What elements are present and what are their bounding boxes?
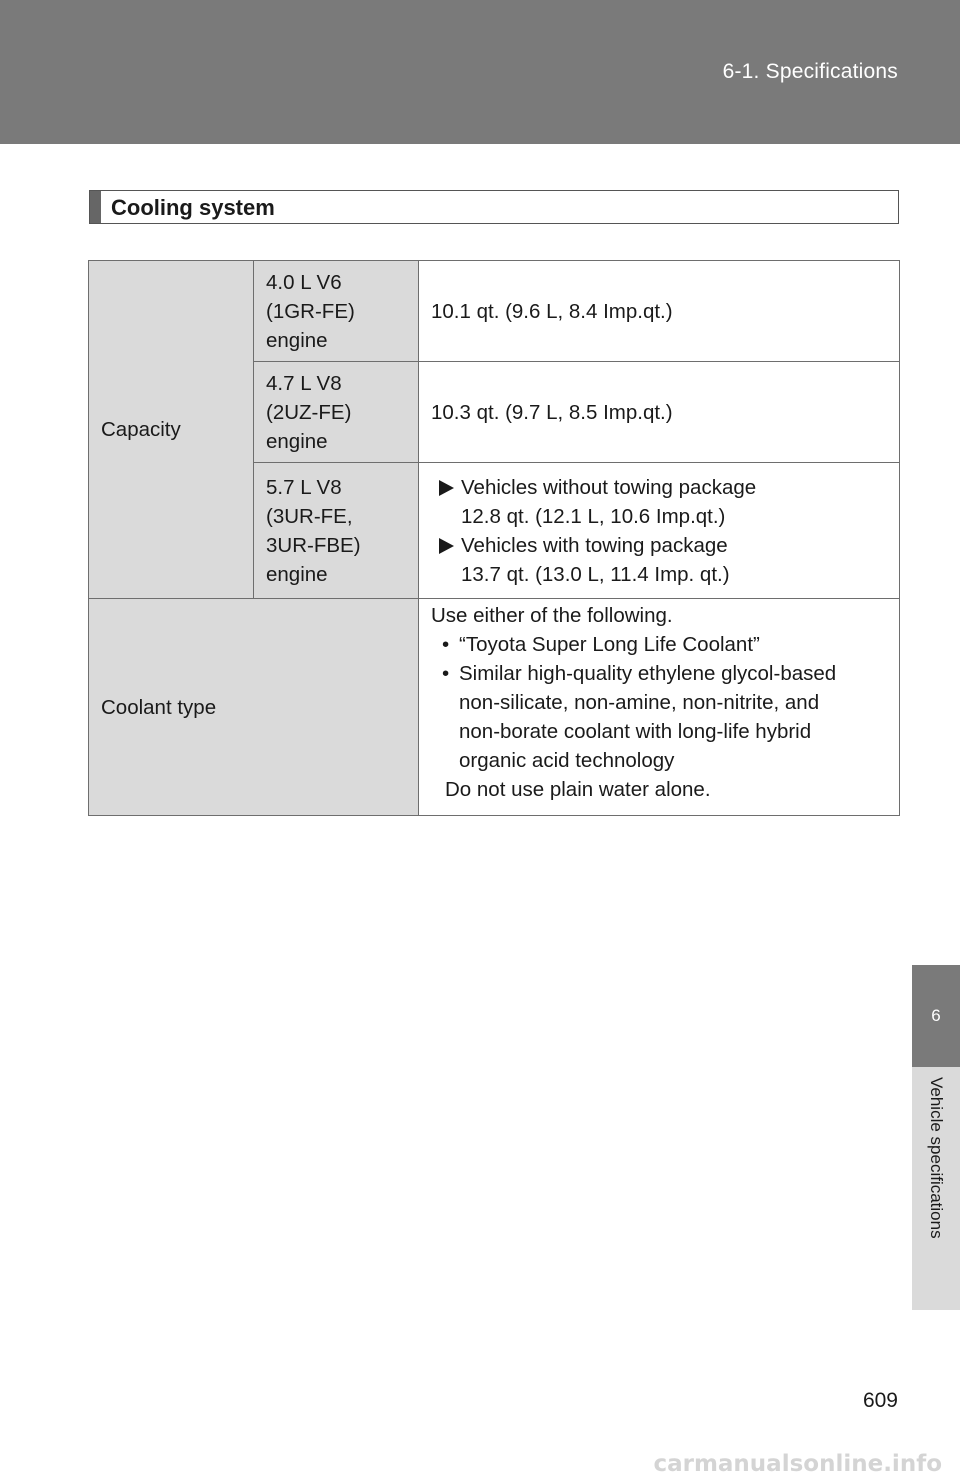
chapter-label: Vehicle specifications bbox=[927, 1077, 946, 1239]
engine-cell bbox=[254, 362, 419, 463]
coolant-type-value bbox=[419, 599, 900, 816]
arrow-right-icon bbox=[439, 480, 454, 496]
engine-line: (3UR-FE, bbox=[266, 504, 353, 528]
bullet-line: non-silicate, non-amine, non-nitrite, and bbox=[459, 691, 820, 714]
section-heading bbox=[89, 190, 899, 224]
option-item bbox=[431, 473, 887, 531]
chapter-side-band bbox=[912, 1067, 960, 1310]
option-value: 13.7 qt. (13.0 L, 11.4 Imp. qt.) bbox=[461, 562, 730, 586]
coolant-intro: Use either of the following. bbox=[431, 604, 673, 627]
engine-line: 5.7 L V8 bbox=[266, 475, 342, 499]
engine-line: 4.0 L V6 bbox=[266, 270, 342, 294]
bullet-line: organic acid technology bbox=[459, 749, 675, 772]
table-row bbox=[89, 599, 900, 816]
engine-line: engine bbox=[266, 562, 328, 586]
engine-cell bbox=[254, 261, 419, 362]
engine-line: 3UR-FBE) bbox=[266, 533, 361, 557]
capacity-value: 10.3 qt. (9.7 L, 8.5 Imp.qt.) bbox=[419, 362, 900, 463]
table-row bbox=[89, 261, 900, 362]
arrow-right-icon bbox=[439, 538, 454, 554]
bullet-line: “Toyota Super Long Life Coolant” bbox=[459, 633, 760, 656]
bullet-icon: • bbox=[442, 662, 450, 685]
bullet-line: Similar high-quality ethylene glycol-based bbox=[459, 662, 837, 685]
chapter-tab[interactable]: 6 bbox=[912, 965, 960, 1067]
capacity-options bbox=[419, 463, 900, 599]
coolant-bullet bbox=[431, 630, 887, 659]
page-number: 609 bbox=[862, 1389, 898, 1412]
engine-line: engine bbox=[266, 429, 328, 453]
option-item bbox=[431, 531, 887, 589]
capacity-value: 10.1 qt. (9.6 L, 8.4 Imp.qt.) bbox=[419, 261, 900, 362]
engine-line: engine bbox=[266, 328, 328, 352]
option-value: 12.8 qt. (12.1 L, 10.6 Imp.qt.) bbox=[461, 504, 726, 528]
engine-line: (2UZ-FE) bbox=[266, 400, 352, 424]
heading-label: Cooling system bbox=[111, 195, 275, 220]
coolant-note: Do not use plain water alone. bbox=[445, 778, 711, 801]
bullet-icon: • bbox=[442, 633, 450, 656]
engine-line: 4.7 L V8 bbox=[266, 371, 342, 395]
capacity-label: Capacity bbox=[89, 261, 254, 599]
coolant-type-label: Coolant type bbox=[89, 599, 419, 816]
cooling-spec-table bbox=[88, 260, 900, 816]
option-label: Vehicles with towing package bbox=[461, 533, 728, 557]
watermark: carmanualsonline.info bbox=[653, 1451, 942, 1477]
header-band bbox=[0, 0, 960, 144]
section-title: 6-1. Specifications bbox=[722, 60, 898, 83]
option-label: Vehicles without towing package bbox=[461, 475, 757, 499]
coolant-bullet bbox=[431, 659, 887, 775]
engine-cell bbox=[254, 463, 419, 599]
heading-marker bbox=[90, 191, 101, 223]
bullet-line: non-borate coolant with long-life hybrid bbox=[459, 720, 812, 743]
engine-line: (1GR-FE) bbox=[266, 299, 355, 323]
